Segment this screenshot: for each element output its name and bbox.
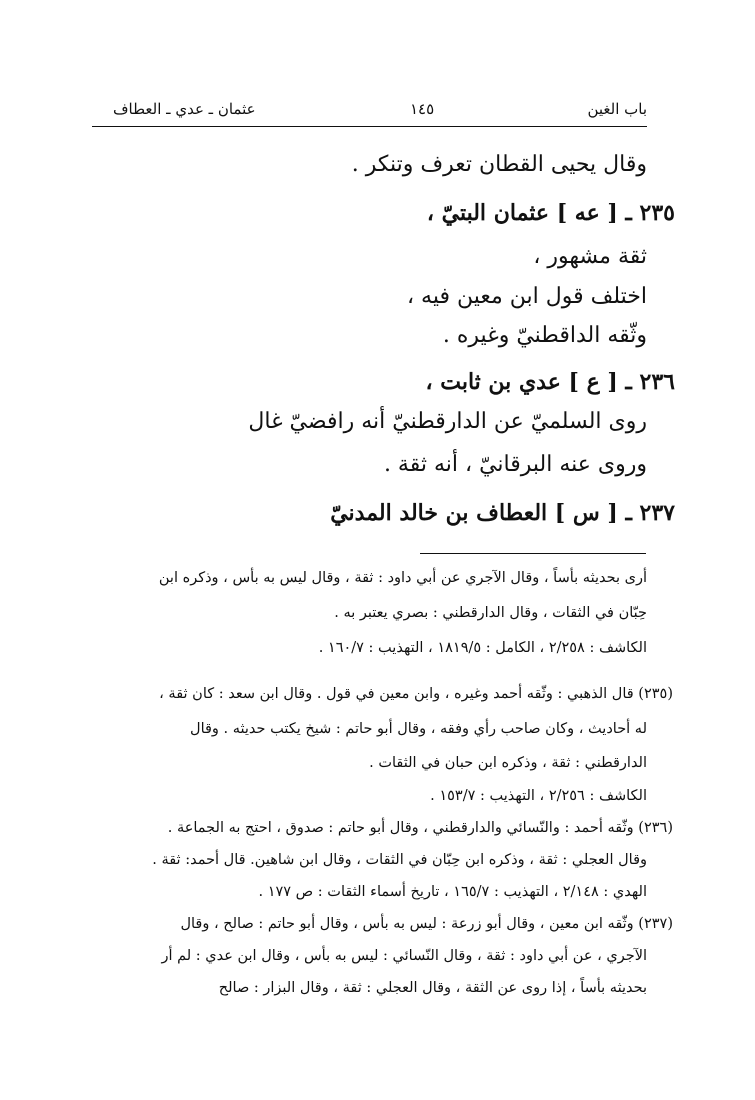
footnote-separator [420, 553, 646, 554]
footnote-line: بحديثه بأساً ، إذا روى عن الثقة ، وقال العجلي : ثقة ، وقال البزار : صالح [218, 980, 647, 996]
footnote-line: الكاشف : ٢/٢٥٨ ، الكامل : ١٨١٩/٥ ، التهذيب : ١٦٠/٧ . [318, 640, 647, 656]
footnote-line: أرى بحديثه بأساً ، وقال الآجري عن أبي داود : ثقة ، وقال ليس به بأس ، وذكره ابن [158, 570, 647, 586]
footnote-237: (٢٣٧) وثّقه ابن معين ، وقال أبو زرعة : ليس به بأس ، وقال أبو حاتم : صالح ، وقال [180, 916, 673, 932]
header-names: عثمان ـ عدي ـ العطاف [113, 100, 256, 118]
header-rule [92, 126, 647, 127]
footnote-line: له أحاديث ، وكان صاحب رأي وفقه ، وقال أبو حاتم : شيخ يكتب حديثه . وقال [190, 721, 647, 737]
main-line: اختلف قول ابن معين فيه ، [406, 284, 647, 309]
entry-237-title: ٢٣٧ ـ [ س ] العطاف بن خالد المدنيّ [330, 500, 675, 526]
footnote-236: (٢٣٦) وثّقه أحمد : والنّسائي والدارقطني ، وقال أبو حاتم : صدوق ، احتج به الجماعة . [167, 820, 673, 836]
page-number: ١٤٥ [410, 100, 435, 118]
main-line: روى السلميّ عن الدارقطنيّ أنه رافضيّ غال [248, 409, 647, 434]
main-line: ثقة مشهور ، [533, 244, 647, 269]
footnote-line: الآجري ، عن أبي داود : ثقة ، وقال النّسائي : ليس به بأس ، وقال ابن عدي : لم أر [161, 948, 647, 964]
footnote-line: الهدي : ٢/١٤٨ ، التهذيب : ١٦٥/٧ ، تاريخ أسماء الثقات : ص ١٧٧ . [258, 884, 647, 900]
footnote-235: (٢٣٥) قال الذهبي : وثّقه أحمد وغيره ، وابن معين في قول . وقال ابن سعد : كان ثقة ، [159, 686, 673, 702]
main-line: وقال يحيى القطان تعرف وتنكر . [351, 152, 647, 177]
footnote-line: وقال العجلي : ثقة ، وذكره ابن حِبّان في الثقات ، وقال ابن شاهين. قال أحمد: ثقة . [152, 852, 647, 868]
header-chapter: باب الغين [587, 100, 647, 118]
footnote-line: الدارقطني : ثقة ، وذكره ابن حبان في الثقات . [369, 755, 647, 771]
main-line: وروى عنه البرقانيّ ، أنه ثقة . [383, 452, 647, 477]
footnote-line: الكاشف : ٢/٢٥٦ ، التهذيب : ١٥٣/٧ . [430, 788, 647, 804]
entry-236-title: ٢٣٦ ـ [ ع ] عدي بن ثابت ، [425, 369, 675, 395]
main-line: وثّقه الداقطنيّ وغيره . [442, 323, 647, 348]
entry-235-title: ٢٣٥ ـ [ عه ] عثمان البتيّ ، [426, 200, 675, 226]
footnote-line: حِبّان في الثقات ، وقال الدارقطني : بصري يعتبر به . [334, 605, 647, 621]
